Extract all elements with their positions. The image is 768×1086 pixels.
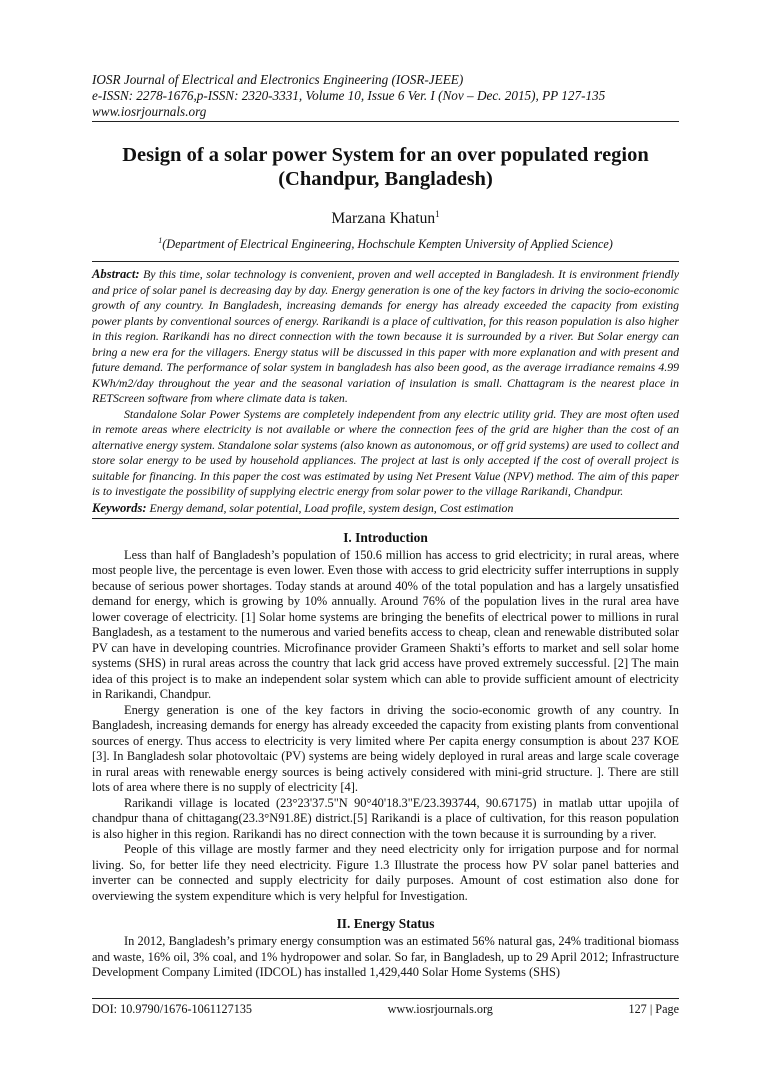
- keywords: [92, 500, 679, 516]
- abstract-label: Abstract:: [92, 267, 140, 282]
- section-1-paragraph-1: Less than half of Bangladesh’s population of 150.6 million has access to grid electricity; in rural areas, where most people live, the percentage is even lower. Even those with access to grid electricity suffer interruptions in supply because of serious power shortages. Today stands at around 40% of the total population and has a largely unsatisfied demand for energy, which is growing by 10% annually. Around 76% of the population lives in the rural area have lower coverage of electricity. [1] Solar home systems are bringing the benefits of electrical power to millions in rural Bangladesh, as a testament to the numerous and varied benefits access to cheap, clean and renewable distributed solar PV can have in developing countries. Microfinance provider Grameen Shakti’s efforts to market and sell solar home systems (SHS) in rural areas across the country that lack grid access have proved extremely successful. [2] The main idea of this project is to make an independent solar system which can able to provide sufficient amount of electricity in Rarikandi, Chandpur.: [92, 547, 679, 702]
- abstract-text-1: By this time, solar technology is convenient, proven and well accepted in Bangladesh. It is environment friendly and price of solar panel is decreasing day by day. Energy generation is one of the key factors in driving the socio-economic growth of any country. In Bangladesh, increasing demands for energy has already exceeded the capacity from existing power plants by conventional sources of energy. Rarikandi is a place of cultivation, for this reason population is also higher in this region. Rarikandi has no direct connection with the town because it is surrounded by a river. But Solar energy can bring a new era for the villagers. Energy status will be discussed in this paper with more explanation and with present and future demand. The performance of solar system in bangladesh has also been good, as the average irradiance remains 4.99 KWh/m2/day throughout the year and the seasonal variation of insulation is small. Chattagram is the nearest place in RETScreen software from where climate data is taken.: [92, 267, 680, 406]
- abstract-paragraph-1: [92, 267, 679, 407]
- journal-name: IOSR Journal of Electrical and Electronics Engineering (IOSR-JEEE): [92, 72, 464, 87]
- section-2-heading: II. Energy Status: [336, 916, 435, 932]
- footer-doi: DOI: 10.9790/1676-1061127135: [92, 1002, 253, 1016]
- section-2-paragraph-1: In 2012, Bangladesh’s primary energy consumption was an estimated 56% natural gas, 24% traditional biomass and waste, 16% oil, 3% coal, and 1% hydropower and solar. So far, in Bangladesh, up to 29 April 2012; Infrastructure Development Company Limited (IDCOL) has installed 1,429,440 Solar Home Systems (SHS): [92, 934, 679, 980]
- footer-website[interactable]: www.iosrjournals.org: [387, 1002, 493, 1016]
- keywords-label: Keywords:: [92, 500, 147, 515]
- section-1-paragraph-3: Rarikandi village is located (23°23'37.5"N 90°40'18.3"E/23.393744, 90.67175) in matlab uttar upojila of chandpur thana of chittagang(23.3°N91.8E) district.[5] Rarikandi is a place of cultivation, for this reason population is also higher in this region. Rarikandi has no direct connection with the town because it is surrounding by a river.: [92, 795, 679, 841]
- keywords-text: Energy demand, solar potential, Load profile, system design, Cost estimation: [149, 500, 514, 515]
- journal-header: [92, 72, 679, 120]
- abstract-bottom-rule: [92, 518, 679, 519]
- section-1-heading: I. Introduction: [343, 529, 428, 545]
- section-2-body: [92, 934, 679, 981]
- abstract-top-rule: [92, 261, 679, 262]
- author-line: [92, 205, 679, 228]
- page-footer: [92, 998, 679, 1017]
- abstract: [92, 267, 679, 500]
- journal-website[interactable]: www.iosrjournals.org: [92, 104, 207, 119]
- footer-page-number: 127 | Page: [628, 1002, 679, 1016]
- section-1-paragraph-4: People of this village are mostly farmer and they need electricity only for irrigation purpose and for normal living. So, for better life they need electricity. Figure 1.3 Illustrate the process how PV solar panel batteries and inverter can be connected and supply electricity for daily purposes. Amount of cost estimation also done for overviewing the system expenditure which is very helpful for Investigation.: [92, 842, 679, 903]
- affiliation-text-main: (Department of Electrical Engineering, Hochschule Kempten University of Applied Science): [162, 237, 613, 252]
- paper-page: [92, 72, 679, 981]
- paper-title: [92, 143, 679, 191]
- title-line-2: (Chandpur, Bangladesh): [278, 168, 493, 190]
- section-1-paragraph-2: Energy generation is one of the key factors in driving the socio-economic growth of any country. In Bangladesh, increasing demands for energy has already exceeded the capacity from existing plants from conventional sources of energy. Thus access to electricity is very limited where Per capita energy consumption is about 237 KOE [3]. In Bangladesh solar photovoltaic (PV) systems are being widely deployed in rural areas and large scale coverage in rural areas with renewable energy sources is being actively considered with mini-grid structure. ]. There are still lots of area where there is no supply of electricity [4].: [92, 702, 679, 795]
- author-superscript: 1: [435, 209, 440, 219]
- author-name: Marzana Khatun: [331, 210, 436, 228]
- title-line-1: Design of a solar power System for an over populated region: [122, 144, 649, 166]
- journal-issn: e-ISSN: 2278-1676,p-ISSN: 2320-3331, Volume 10, Issue 6 Ver. I (Nov – Dec. 2015), PP 127-135: [92, 88, 606, 103]
- header-rule: [92, 121, 679, 122]
- section-1-body: [92, 548, 679, 905]
- affiliation-superscript: 1: [158, 236, 163, 246]
- affiliation: [92, 233, 679, 252]
- abstract-paragraph-2: Standalone Solar Power Systems are completely independent from any electric utility grid. They are most often used in remote areas where electricity is not available or where the connection fees of the grid are higher than the cost of an alternative energy system. Standalone solar systems (also known as autonomous, or off grid systems) are used to collect and store solar energy to be used by household appliances. The project at last is only accepted if the cost of overall project is suitable for financing. In this paper the cost was estimated by using Net Present Value (NPV) method. The aim of this paper is to investigate the possibility of supplying electric energy from solar power to the village Rarikandi, Chandpur.: [92, 406, 679, 499]
